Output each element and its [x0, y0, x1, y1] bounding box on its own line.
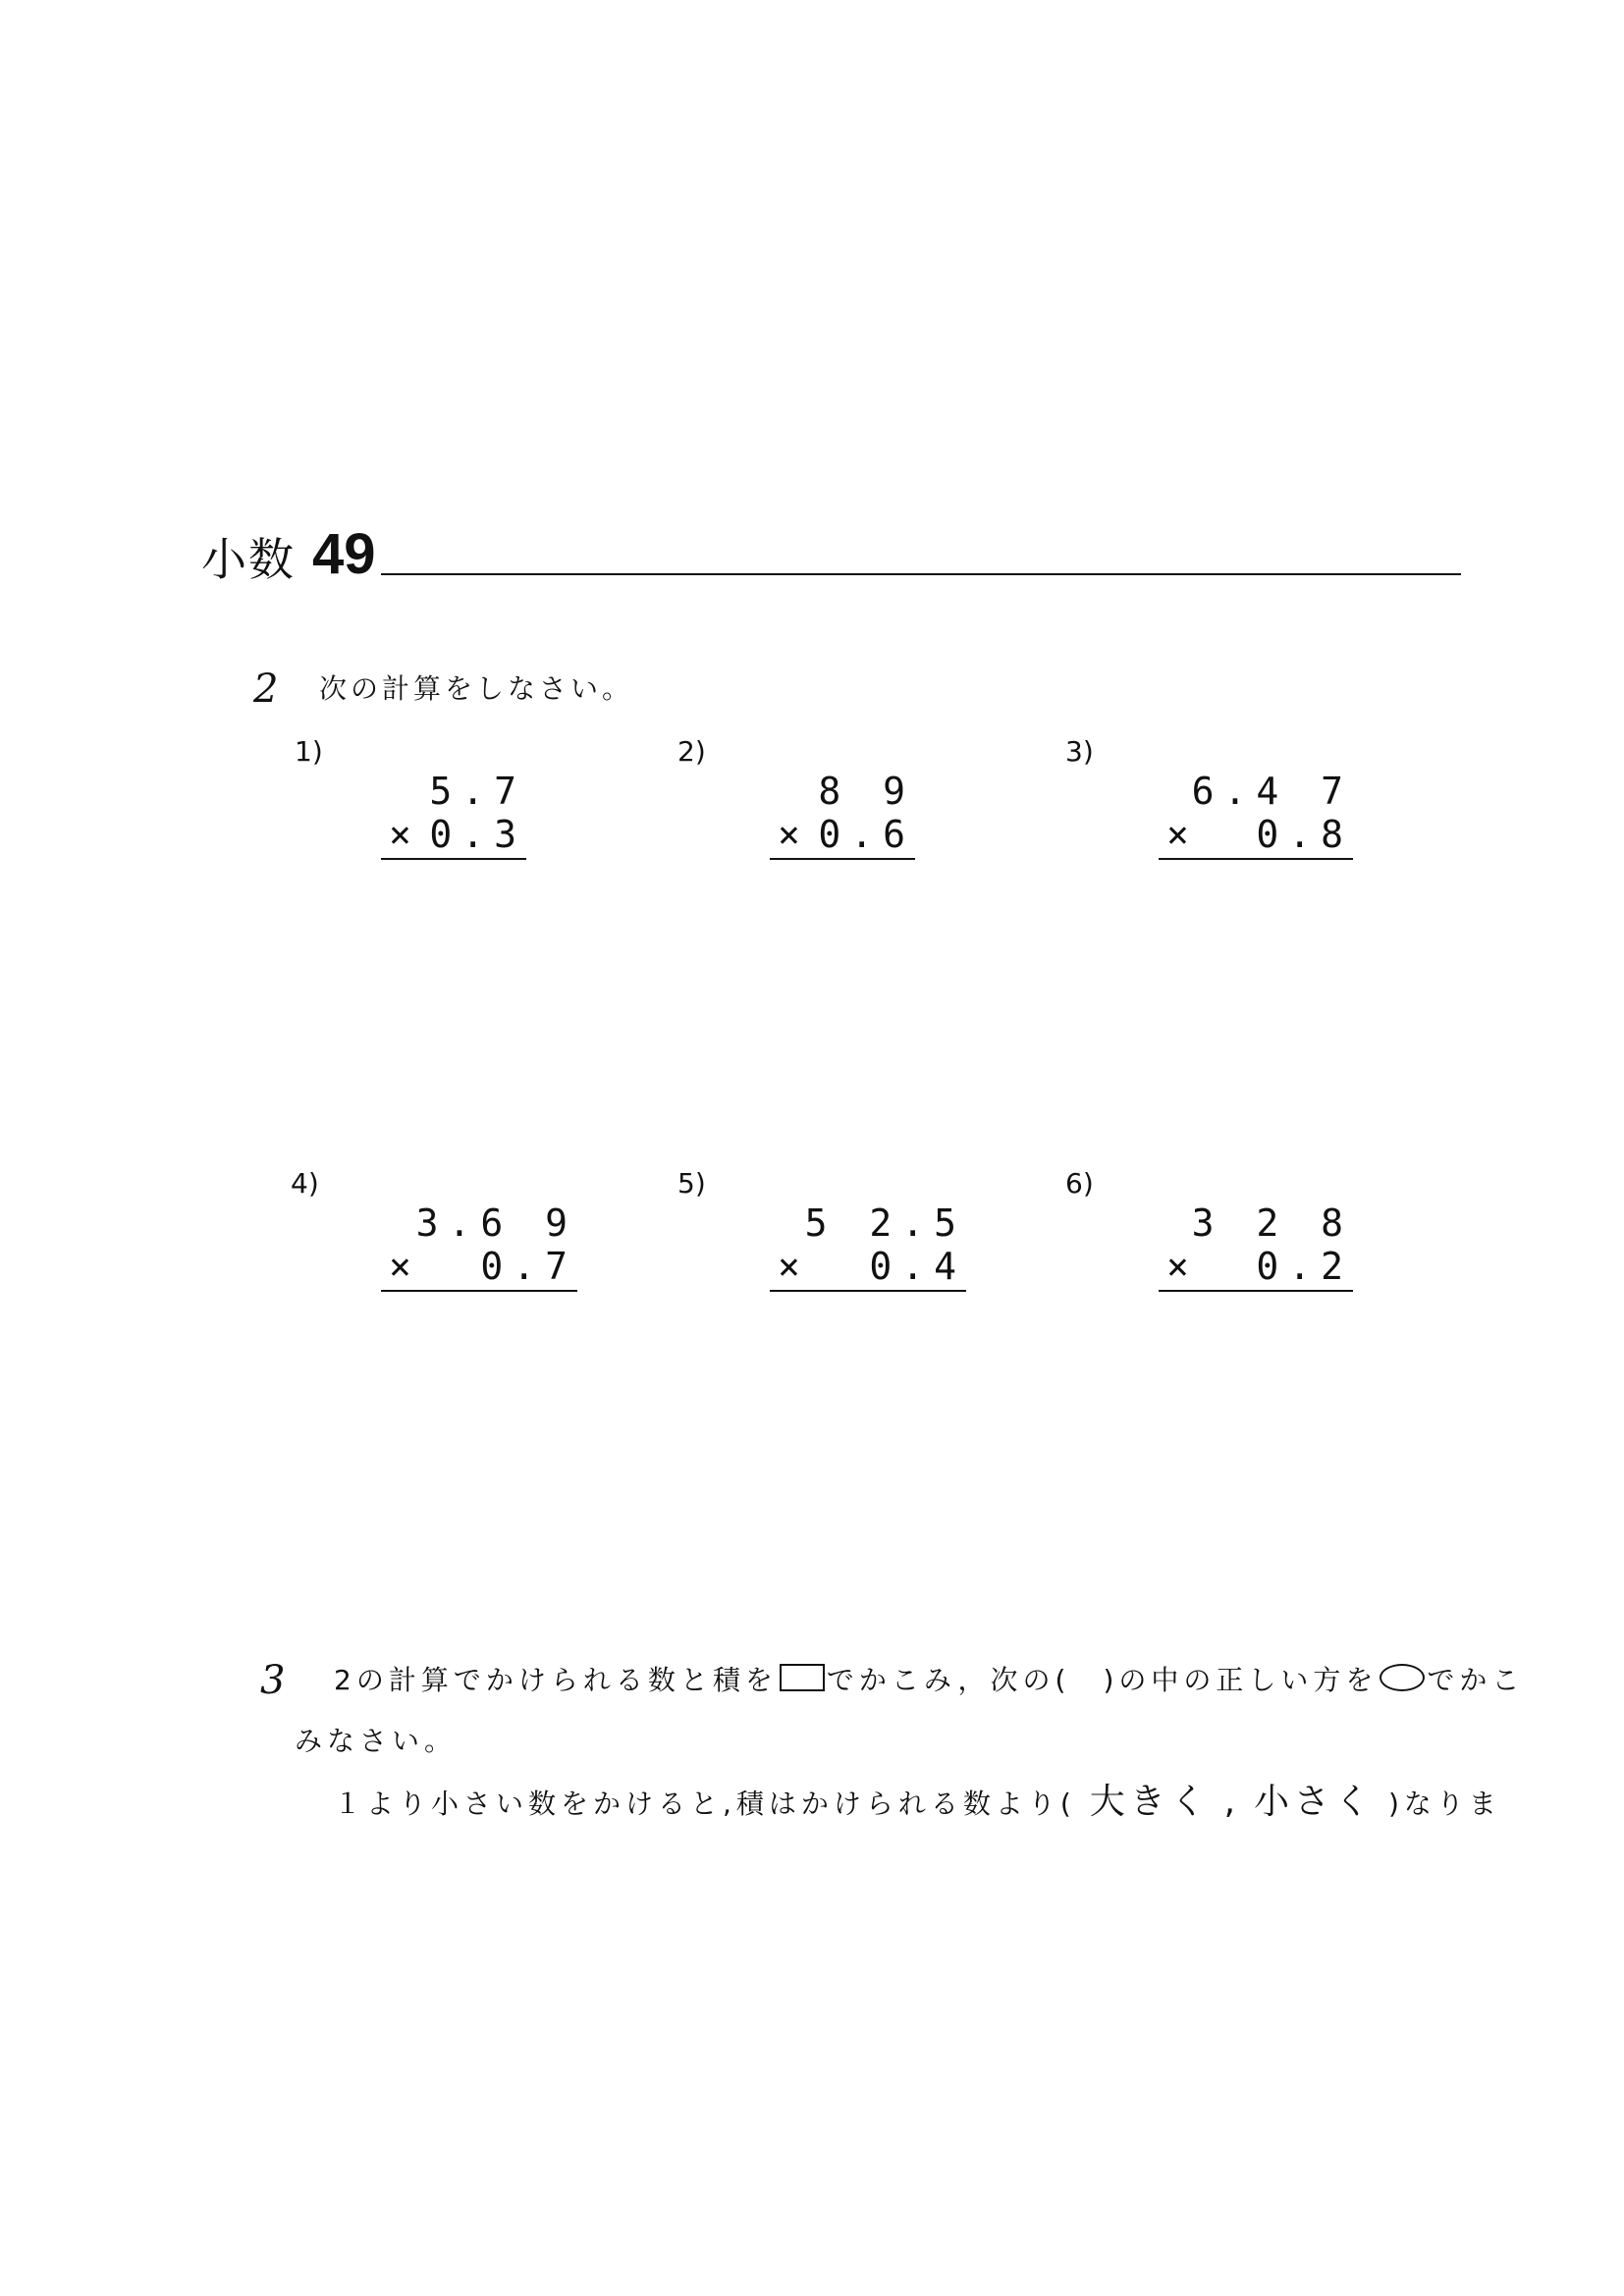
problem-3-rule	[1159, 858, 1353, 860]
section-3-number: 3	[260, 1658, 286, 1703]
problem-5-multiplier: 0.4	[869, 1245, 966, 1288]
section-2-reference: 2	[334, 1664, 356, 1696]
section-2-instruction: 次の計算をしなさい。	[319, 672, 634, 705]
problem-4-multiplicand: 3.6 9	[415, 1201, 577, 1245]
problem-1-multiplicand: 5.7	[429, 770, 526, 813]
problem-2-times-sign: ×	[778, 813, 810, 856]
section-3-line-1-text-c: でかこ	[1427, 1664, 1525, 1696]
problem-6	[1159, 1201, 1353, 1292]
section-2-number: 2	[253, 667, 279, 712]
problem-1-multiplier: 0.3	[429, 813, 526, 856]
option-smaller[interactable]: 小さく	[1254, 1782, 1376, 1822]
problem-6-rule	[1159, 1290, 1353, 1292]
problem-2	[770, 770, 915, 860]
problem-3-multiplicand: 6.4 7	[1191, 770, 1353, 813]
problem-1-times-sign: ×	[389, 813, 421, 856]
oval-symbol	[1380, 1664, 1425, 1691]
problem-6-multiplicand: 3 2 8	[1191, 1201, 1353, 1245]
problem-3	[1159, 770, 1353, 860]
problem-2-multiplier: 0.6	[818, 813, 915, 856]
problem-3-multiplier: 0.8	[1256, 813, 1353, 856]
title-underline	[381, 573, 1461, 575]
problem-1-rule	[381, 858, 526, 860]
rectangle-symbol	[780, 1664, 825, 1691]
problem-6-label: 6)	[1065, 1167, 1094, 1200]
problem-3-times-sign: ×	[1166, 813, 1199, 856]
section-3-line-3-text-a: １より小さい数をかけると,積はかけられる数より(	[334, 1788, 1076, 1820]
section-3-line-3-text-b: )なりま	[1387, 1788, 1501, 1820]
page-number: 49	[312, 522, 376, 586]
problem-6-times-sign: ×	[1166, 1245, 1199, 1288]
problem-5-multiplicand: 5 2.5	[804, 1201, 966, 1245]
problem-5-label: 5)	[677, 1167, 706, 1200]
problem-4-rule	[381, 1290, 577, 1292]
problem-2-rule	[770, 858, 915, 860]
problem-5-times-sign: ×	[778, 1245, 810, 1288]
problem-2-multiplicand: 8 9	[818, 770, 915, 813]
problem-4	[381, 1201, 577, 1292]
problem-4-multiplier: 0.7	[480, 1245, 577, 1288]
option-separator: ,	[1223, 1782, 1241, 1822]
option-larger[interactable]: 大きく	[1089, 1782, 1211, 1822]
problem-1	[381, 770, 526, 860]
page-title-label: 小数	[201, 533, 296, 586]
problem-1-label: 1)	[295, 735, 323, 768]
section-3-line-3	[334, 1782, 1501, 1822]
problem-5	[770, 1201, 966, 1292]
problem-6-multiplier: 0.2	[1256, 1245, 1353, 1288]
section-3-line-1	[334, 1663, 1524, 1698]
problem-4-times-sign: ×	[389, 1245, 421, 1288]
problem-5-rule	[770, 1290, 966, 1292]
section-3-line-1-text-a: の計算でかけられる数と積を	[355, 1664, 778, 1696]
problem-3-label: 3)	[1065, 735, 1094, 768]
problem-2-label: 2)	[677, 735, 706, 768]
section-3-line-1-text-b: でかこみ，次の( )の中の正しい方を	[826, 1664, 1379, 1696]
section-3-line-2: みなさい。	[295, 1725, 458, 1757]
problem-4-label: 4)	[291, 1167, 319, 1200]
